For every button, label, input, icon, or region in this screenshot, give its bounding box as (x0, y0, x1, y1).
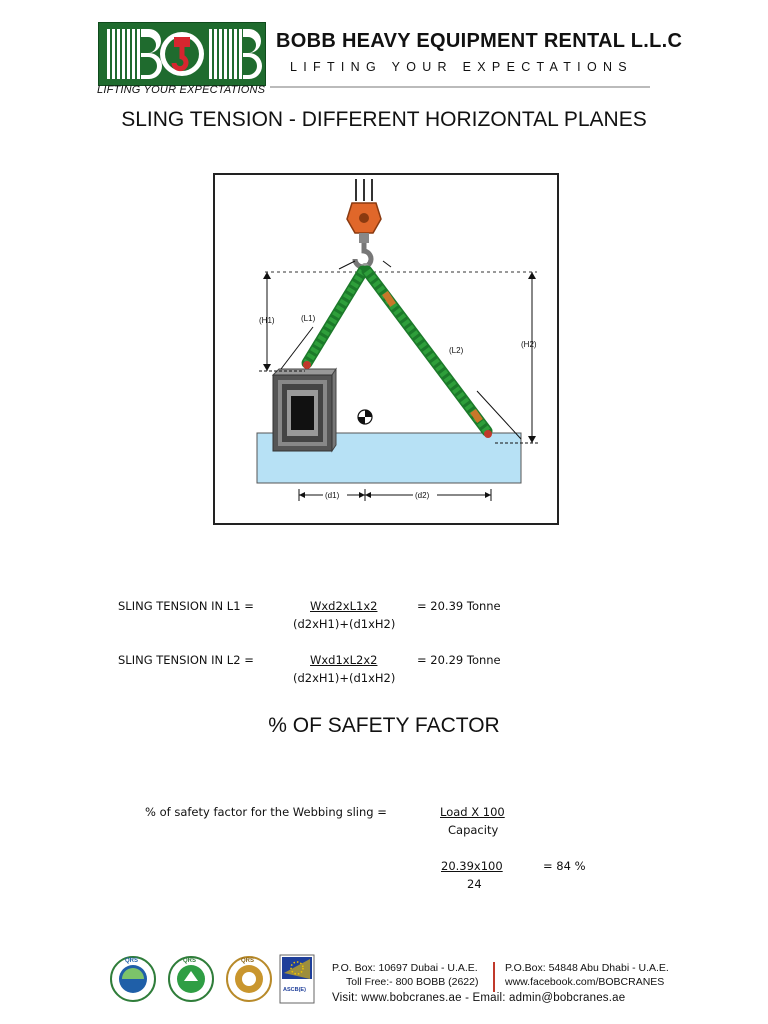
facebook-link[interactable]: www.facebook.com/BOBCRANES (505, 976, 665, 988)
safety-calc-numerator: 20.39x100 (441, 859, 503, 873)
l2-formula-label: SLING TENSION IN L2 = (118, 653, 254, 667)
label-h2: (H2) (521, 340, 537, 349)
footer-separator (493, 962, 495, 992)
badge-1-text: QRS (125, 958, 139, 964)
ascb-accreditation-icon (280, 955, 314, 1003)
safety-result: = 84 % (543, 859, 586, 873)
badge-3-text: QRS (241, 958, 255, 964)
label-d2: (d2) (415, 491, 430, 500)
label-l1: (L1) (301, 314, 316, 323)
safety-factor-heading: % OF SAFETY FACTOR (268, 714, 500, 737)
sling-tension-diagram (213, 173, 559, 525)
qrs-safety-badge-icon (227, 957, 271, 1001)
badge-4-text: ASCB(E) (283, 987, 306, 993)
safety-formula-numerator: Load X 100 (440, 805, 505, 819)
header-divider (270, 86, 650, 88)
company-name: BOBB HEAVY EQUIPMENT RENTAL L.L.C (276, 30, 683, 52)
dubai-address: P.O. Box: 10697 Dubai - U.A.E. (332, 962, 478, 974)
l1-formula-result: = 20.39 Tonne (417, 599, 501, 613)
safety-formula-denominator: Capacity (448, 823, 499, 837)
l2-formula-denominator: (d2xH1)+(d1xH2) (293, 671, 396, 685)
l2-formula-result: = 20.29 Tonne (417, 653, 501, 667)
sling-l2 (367, 271, 492, 438)
box-load-icon (273, 369, 336, 451)
logo-tagline: LIFTING YOUR EXPECTATIONS (97, 84, 266, 96)
center-of-gravity-icon (358, 410, 372, 424)
safety-factor-label: % of safety factor for the Webbing sling = (145, 805, 387, 819)
label-l2: (L2) (449, 346, 464, 355)
company-logo (98, 22, 266, 86)
safety-calc-denominator: 24 (467, 877, 482, 891)
page-title: SLING TENSION - DIFFERENT HORIZONTAL PLANES (121, 108, 647, 131)
qrs-badge-icon (111, 957, 155, 1001)
hook-icon (355, 243, 371, 267)
abu-dhabi-address: P.O.Box: 54848 Abu Dhabi - U.A.E. (505, 962, 669, 974)
label-d1: (d1) (325, 491, 340, 500)
badge-2-text: QRS (183, 958, 197, 964)
label-h1: (H1) (259, 316, 275, 325)
l2-formula-numerator: Wxd1xL2x2 (310, 653, 378, 667)
l1-formula-label: SLING TENSION IN L1 = (118, 599, 254, 613)
company-slogan: LIFTING YOUR EXPECTATIONS (290, 60, 633, 74)
contact-line[interactable]: Visit: www.bobcranes.ae - Email: admin@bobcranes.ae (332, 992, 626, 1004)
l1-formula-numerator: Wxd2xL1x2 (310, 599, 378, 613)
qrs-environment-badge-icon (169, 957, 213, 1001)
toll-free-number: Toll Free:- 800 BOBB (2622) (346, 976, 479, 988)
l1-formula-denominator: (d2xH1)+(d1xH2) (293, 617, 396, 631)
